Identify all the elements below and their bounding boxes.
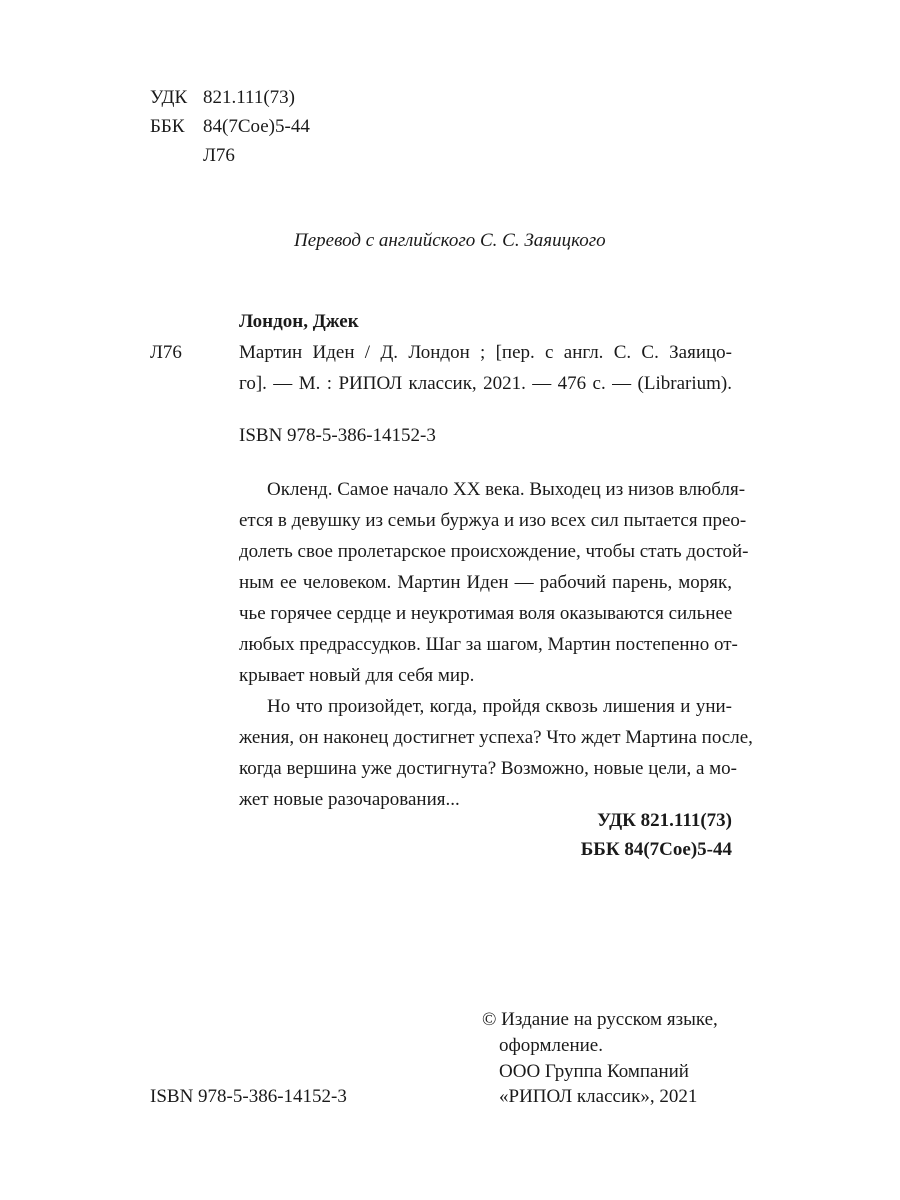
annotation-line: жет новые разочарования... <box>239 789 460 810</box>
entry-bib-line-1: Мартин Иден / Д. Лондон ; [пер. с англ. С. С. Заяицо- <box>239 342 732 363</box>
entry-isbn: ISBN 978-5-386-14152-3 <box>239 425 436 446</box>
annotation-line: когда вершина уже достигнута? Возможно, новые цели, а мо- <box>239 758 737 779</box>
entry-author-mark: Л76 <box>150 342 182 363</box>
header-bbk-value: 84(7Сое)5-44 <box>203 116 310 137</box>
copyright-line-4: «РИПОЛ классик», 2021 <box>499 1086 698 1107</box>
classification-udk: УДК 821.111(73) <box>597 810 732 831</box>
annotation-paragraph-2 <box>239 691 753 815</box>
annotation-line: чье горячее сердце и неукротимая воля оказываются сильнее <box>239 603 733 624</box>
copyright-line-3: ООО Группа Компаний <box>499 1061 689 1082</box>
entry-bib-line-2: го]. — М. : РИПОЛ классик, 2021. — 476 с. — (Librarium). <box>239 373 732 394</box>
annotation-line: Окленд. Самое начало XX века. Выходец из низов влюбля- <box>267 479 746 500</box>
annotation-paragraph-1 <box>239 474 749 691</box>
annotation-line: Но что произойдет, когда, пройдя сквозь лишения и уни- <box>267 696 732 717</box>
annotation-line: любых предрассудков. Шаг за шагом, Мартин постепенно от- <box>239 634 738 655</box>
copyright-line-2: оформление. <box>499 1035 603 1056</box>
annotation-line: ется в девушку из семьи буржуа и изо всех сил пытается прео- <box>239 510 747 531</box>
entry-author: Лондон, Джек <box>239 311 359 332</box>
copyright-line-1: © Издание на русском языке, <box>482 1009 718 1030</box>
translation-note: Перевод с английского С. С. Заяицкого <box>294 230 606 251</box>
annotation-line: жения, он наконец достигнет успеха? Что ждет Мартина после, <box>239 727 753 748</box>
annotation-line: крывает новый для себя мир. <box>239 665 475 686</box>
classification-bbk: ББК 84(7Сое)5-44 <box>580 839 732 860</box>
footer-isbn: ISBN 978-5-386-14152-3 <box>150 1086 347 1107</box>
annotation-line: ным ее человеком. Мартин Иден — рабочий парень, моряк, <box>239 572 732 593</box>
header-bbk-label: ББК <box>150 116 185 137</box>
header-author-mark: Л76 <box>203 145 235 166</box>
annotation-line: долеть свое пролетарское происхождение, чтобы стать достой- <box>239 541 749 562</box>
header-udk-label: УДК <box>150 87 188 108</box>
annotation <box>239 474 753 815</box>
header-udk-value: 821.111(73) <box>203 87 295 108</box>
